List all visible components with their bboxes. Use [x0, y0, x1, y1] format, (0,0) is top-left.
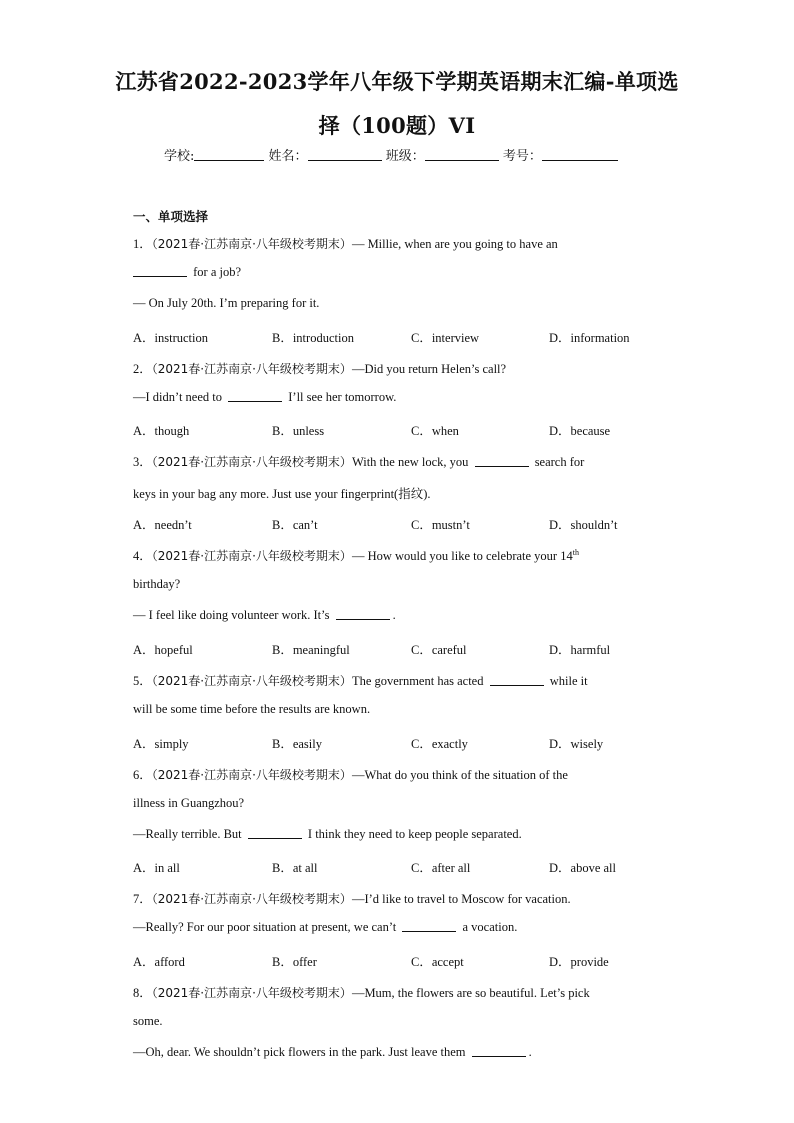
- option-b[interactable]: B．introduction: [272, 331, 354, 345]
- question-source: （2021春·江苏南京·八年级校考期末）: [151, 892, 352, 906]
- exam-no-field[interactable]: [542, 148, 618, 161]
- option-a[interactable]: A．in all: [133, 861, 180, 875]
- question-text: —I didn’t need to: [133, 390, 226, 404]
- option-a[interactable]: A．instruction: [133, 331, 208, 345]
- name-label: 姓名：: [268, 149, 308, 164]
- question-source: （2021春·江苏南京·八年级校考期末）: [151, 237, 352, 251]
- question-8-line3: [133, 1045, 532, 1060]
- question-text: —Did you return Helen’s call?: [351, 362, 507, 376]
- question-5-line1: [133, 671, 588, 689]
- question-text: With the new lock, you: [351, 455, 472, 469]
- question-1-line2: [133, 265, 241, 280]
- student-info-row: [164, 145, 618, 164]
- question-number: 1．: [133, 237, 152, 251]
- option-d[interactable]: D．information: [549, 331, 630, 345]
- question-text: —Oh, dear. We shouldn’t pick flowers in the park. Just leave them: [133, 1045, 469, 1059]
- option-d[interactable]: D．provide: [549, 955, 609, 969]
- option-d[interactable]: D．harmful: [549, 643, 611, 657]
- class-label: 班级：: [385, 149, 425, 164]
- question-5-line2: will be some time before the results are known.: [133, 702, 371, 716]
- option-c[interactable]: C．careful: [411, 643, 467, 657]
- question-text: —What do you think of the situation of the: [351, 768, 568, 782]
- question-number: 4．: [133, 549, 152, 563]
- option-b[interactable]: B．easily: [272, 737, 322, 751]
- option-c[interactable]: C．accept: [411, 955, 464, 969]
- option-b[interactable]: B．meaningful: [272, 643, 350, 657]
- option-c[interactable]: C．interview: [411, 331, 480, 345]
- question-source: （2021春·江苏南京·八年级校考期末）: [151, 674, 352, 688]
- question-6-line3: [133, 827, 522, 842]
- question-source: （2021春·江苏南京·八年级校考期末）: [151, 455, 352, 469]
- question-1-line1: [133, 234, 558, 252]
- answer-blank[interactable]: [490, 674, 544, 686]
- option-d[interactable]: D．because: [549, 424, 611, 438]
- page-title-line1: 江苏省2022-2023学年八年级下学期英语期末汇编-单项选: [115, 69, 679, 94]
- question-text: I’ll see her tomorrow.: [285, 390, 397, 404]
- option-d[interactable]: D．wisely: [549, 737, 604, 751]
- question-text: — Millie, when are you going to have an: [351, 237, 558, 251]
- option-d[interactable]: D．shouldn’t: [549, 518, 618, 532]
- school-field[interactable]: [194, 148, 264, 161]
- option-b[interactable]: B．can’t: [272, 518, 318, 532]
- answer-blank[interactable]: [336, 608, 390, 620]
- page-title-line2: 择（100题）VI: [318, 113, 476, 138]
- question-4-line2: birthday?: [133, 577, 181, 591]
- name-field[interactable]: [308, 148, 382, 161]
- answer-blank[interactable]: [475, 455, 529, 467]
- question-text: for a job?: [190, 265, 242, 279]
- question-text: —I’d like to travel to Moscow for vacation.: [351, 892, 571, 906]
- question-number: 2．: [133, 362, 152, 376]
- answer-blank[interactable]: [402, 920, 456, 932]
- question-text: —Really? For our poor situation at present, we can’t: [133, 920, 400, 934]
- question-number: 5．: [133, 674, 152, 688]
- superscript: th: [572, 547, 579, 557]
- question-1-line3: — On July 20th. I’m preparing for it.: [133, 296, 320, 310]
- question-source: （2021春·江苏南京·八年级校考期末）: [151, 768, 352, 782]
- question-number: 3．: [133, 455, 152, 469]
- question-text: The government has acted: [351, 674, 487, 688]
- option-a[interactable]: A．simply: [133, 737, 189, 751]
- option-b[interactable]: B．at all: [272, 861, 318, 875]
- question-source: （2021春·江苏南京·八年级校考期末）: [151, 986, 352, 1000]
- question-number: 6．: [133, 768, 152, 782]
- option-b[interactable]: B．unless: [272, 424, 325, 438]
- option-c[interactable]: C．mustn’t: [411, 518, 470, 532]
- answer-blank[interactable]: [472, 1045, 526, 1057]
- question-7-line1: [133, 889, 571, 907]
- question-4-line3: [133, 608, 396, 623]
- question-text: I think they need to keep people separated.: [304, 827, 522, 841]
- section-title: 一、单项选择: [133, 209, 209, 224]
- question-6-line2: illness in Guangzhou?: [133, 796, 245, 810]
- option-d[interactable]: D．above all: [549, 861, 616, 875]
- class-field[interactable]: [425, 148, 499, 161]
- option-a[interactable]: A．hopeful: [133, 643, 193, 657]
- answer-blank[interactable]: [133, 265, 187, 277]
- question-source: （2021春·江苏南京·八年级校考期末）: [151, 362, 352, 376]
- question-3-line1: [133, 452, 584, 470]
- option-b[interactable]: B．offer: [272, 955, 317, 969]
- question-6-line1: [133, 765, 568, 783]
- option-a[interactable]: A．afford: [133, 955, 185, 969]
- exam-no-label: 考号：: [502, 149, 542, 164]
- question-text: .: [392, 608, 396, 622]
- question-8-line2: some.: [133, 1014, 163, 1028]
- question-text: .: [528, 1045, 532, 1059]
- question-source: （2021春·江苏南京·八年级校考期末）: [151, 549, 352, 563]
- question-2-line2: [133, 390, 396, 405]
- option-a[interactable]: A．though: [133, 424, 190, 438]
- answer-blank[interactable]: [228, 390, 282, 402]
- option-a[interactable]: A．needn’t: [133, 518, 192, 532]
- option-c[interactable]: C．after all: [411, 861, 471, 875]
- option-c[interactable]: C．exactly: [411, 737, 468, 751]
- question-text: — How would you like to celebrate your 14: [351, 549, 573, 563]
- question-number: 7．: [133, 892, 152, 906]
- question-4-line1: [133, 546, 579, 564]
- option-c[interactable]: C．when: [411, 424, 459, 438]
- question-text: — I feel like doing volunteer work. It’s: [133, 608, 333, 622]
- question-7-line2: [133, 920, 517, 935]
- question-text: —Really terrible. But: [133, 827, 245, 841]
- question-number: 8．: [133, 986, 152, 1000]
- question-8-line1: [133, 983, 590, 1001]
- question-text: search for: [531, 455, 585, 469]
- question-3-line2: keys in your bag any more. Just use your fingerprint(指纹).: [133, 487, 431, 501]
- question-text: a vocation.: [459, 920, 518, 934]
- question-2-line1: [133, 359, 506, 377]
- question-text: while it: [546, 674, 588, 688]
- school-label: 学校:: [164, 149, 195, 164]
- question-text: —Mum, the flowers are so beautiful. Let’s pick: [351, 986, 590, 1000]
- answer-blank[interactable]: [248, 827, 302, 839]
